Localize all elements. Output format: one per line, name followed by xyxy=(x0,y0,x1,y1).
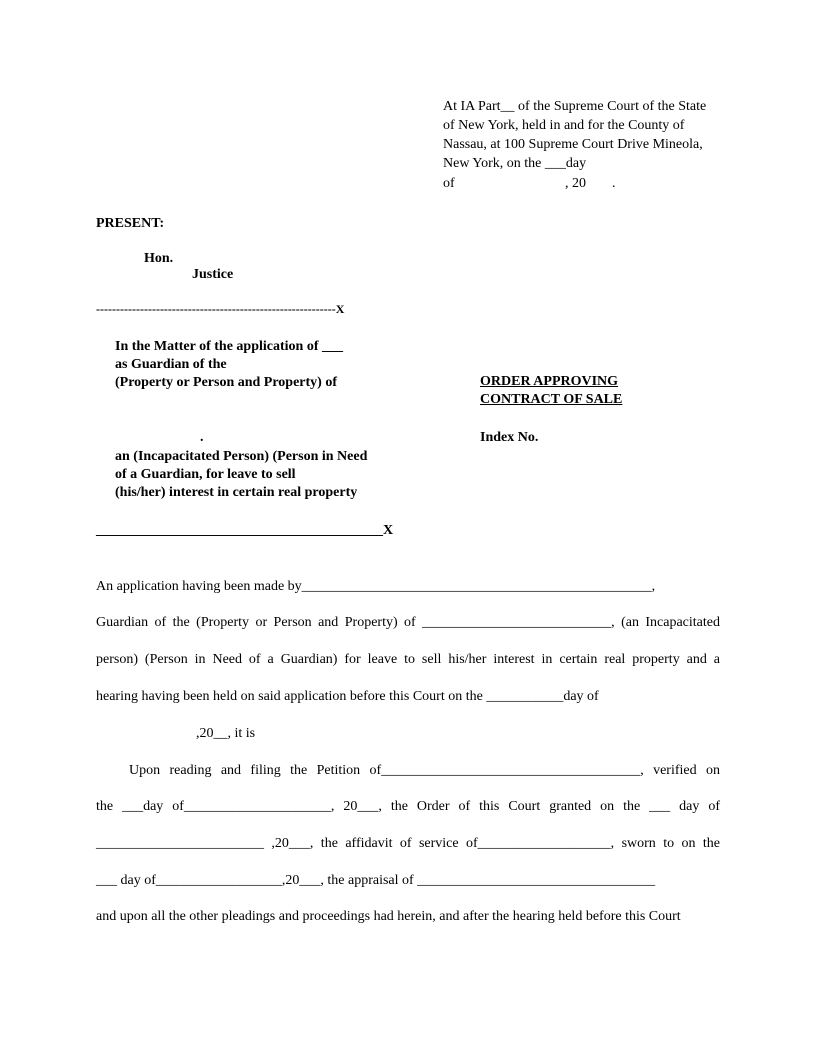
body-line-6: Upon reading and filing the Petition of_____________________________________, verified on xyxy=(129,763,720,778)
body-line-2: Guardian of the (Property or Person and Property) of ___________________________, (an Incapacitated xyxy=(96,615,720,630)
body-line-4: hearing having been held on said application before this Court on the ___________day of xyxy=(96,689,599,704)
body-line-5: ,20__, it is xyxy=(196,726,256,741)
caption-top-rule: ------------------------------------------------------------X xyxy=(96,302,345,316)
court-header-line1: At IA Part__ of the Supreme Court of the State xyxy=(443,99,707,114)
court-header-year: , 20 xyxy=(565,176,586,191)
caption-line6: (his/her) interest in certain real property xyxy=(115,485,358,500)
caption-line4: an (Incapacitated Person) (Person in Need xyxy=(115,449,368,464)
caption-line1: In the Matter of the application of ___ xyxy=(115,339,343,354)
body-line-3: person) (Person in Need of a Guardian) for leave to sell his/her interest in certain real property and a xyxy=(96,652,720,667)
court-header-of: of xyxy=(443,176,455,191)
court-header-period: . xyxy=(612,176,616,191)
caption-line3: (Property or Person and Property) of xyxy=(115,375,338,390)
justice-label: Justice xyxy=(192,267,234,282)
court-header-line3: Nassau, at 100 Supreme Court Drive Mineola, xyxy=(443,137,703,152)
body-line-1: An application having been made by__________________________________________________, xyxy=(96,579,656,594)
caption-line2: as Guardian of the xyxy=(115,357,227,372)
present-label: PRESENT: xyxy=(96,216,165,231)
court-header-line2: of New York, held in and for the County of xyxy=(443,118,685,133)
body-line-7: the ___day of_____________________, 20___, the Order of this Court granted on the ___ day of xyxy=(96,799,720,814)
order-title-line1: ORDER APPROVING xyxy=(480,374,619,389)
body-line-10: and upon all the other pleadings and proceedings had herein, and after the hearing held before this Court xyxy=(96,909,681,924)
body-line-9: ___ day of__________________,20___, the appraisal of __________________________________ xyxy=(96,873,656,888)
hon-label: Hon. xyxy=(144,251,174,266)
caption-bottom-rule: _________________________________________X xyxy=(96,523,394,538)
order-title-line2: CONTRACT OF SALE xyxy=(480,392,623,407)
index-number-label: Index No. xyxy=(480,430,539,445)
caption-line5: of a Guardian, for leave to sell xyxy=(115,467,296,482)
body-line-8: ________________________ ,20___, the affidavit of service of___________________, sworn to on the xyxy=(96,836,720,851)
court-header-line4: New York, on the ___day xyxy=(443,156,587,171)
caption-dot: . xyxy=(200,430,204,445)
